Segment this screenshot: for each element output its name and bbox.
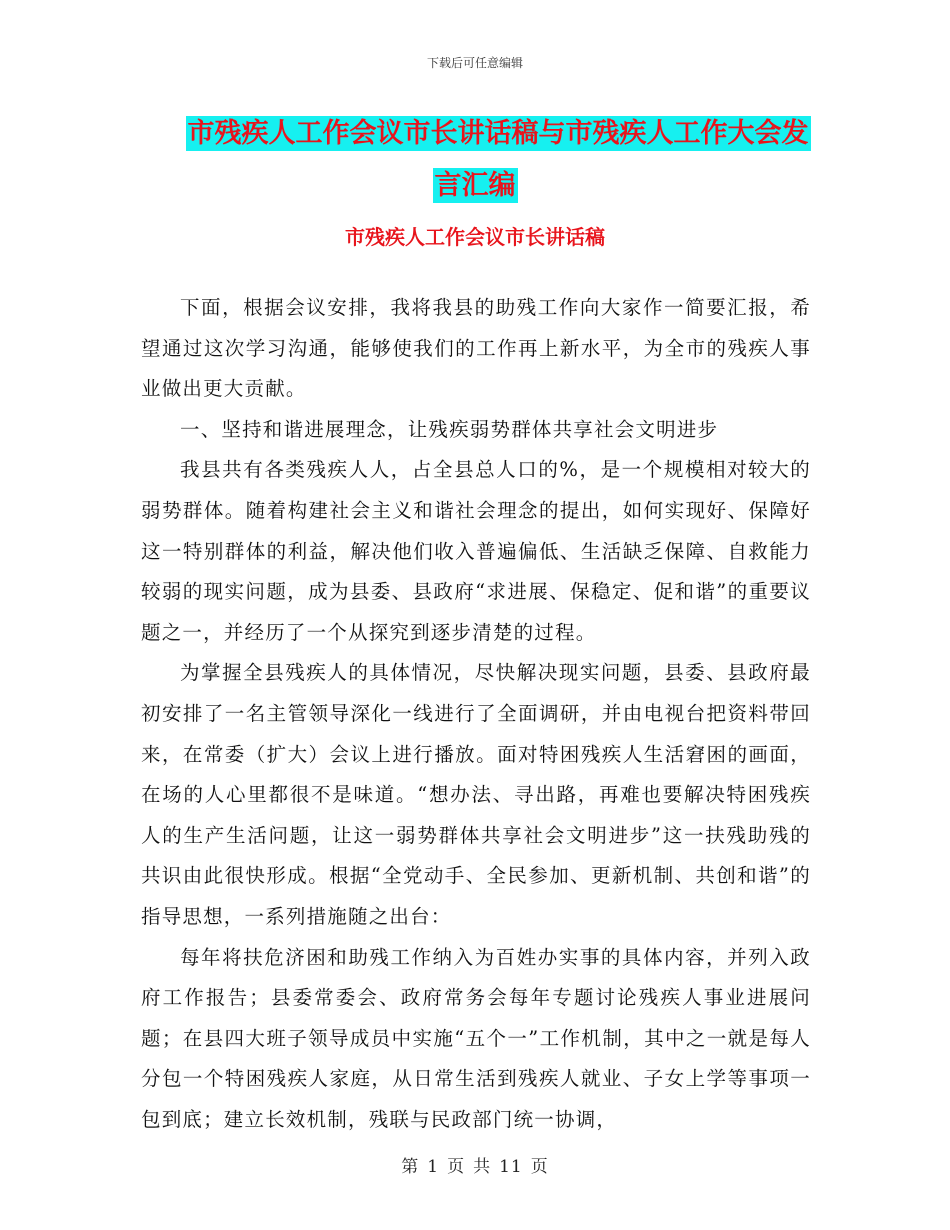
- page-label-suffix: 页: [530, 1157, 549, 1177]
- page-label-prefix: 第: [401, 1157, 420, 1177]
- document-body: [141, 288, 811, 1140]
- page-footer: [0, 1152, 950, 1177]
- paragraph: 下面，根据会议安排，我将我县的助残工作向大家作一简要汇报，希望通过这次学习沟通，能够使我们的工作再上新水平，为全市的残疾人事业做出更大贡献。: [141, 296, 811, 401]
- document-title-line2: 言汇编: [434, 170, 516, 201]
- section-title: 市残疾人工作会议市长讲话稿: [345, 225, 605, 249]
- total-label: 共: [473, 1157, 492, 1177]
- header-note: 下载后可任意编辑: [426, 56, 523, 70]
- paragraph-heading: 一、坚持和谐进展理念，让残疾弱势群体共享社会文明进步: [180, 417, 719, 441]
- page-number: 1: [427, 1157, 440, 1177]
- total-pages: 11: [499, 1157, 523, 1177]
- paragraph: 我县共有各类残疾人人，占全县总人口的%，是一个规模相对较大的弱势群体。随着构建社会主义和谐社会理念的提出，如何实现好、保障好这一特别群体的利益，解决他们收入普遍偏低、生活缺乏保障、自救能力较弱的现实问题，成为县委、县政府“求进展、保稳定、促和谐”的重要议题之一，并经历了一个从探究到逐步清楚的过程。: [141, 458, 811, 644]
- paragraph: 为掌握全县残疾人的具体情况，尽快解决现实问题，县委、县政府最初安排了一名主管领导深化一线进行了全面调研，并由电视台把资料带回来，在常委（扩大）会议上进行播放。面对特困残疾人生活窘困的画面，在场的人心里都很不是味道。“想办法、寻出路，再难也要解决特困残疾人的生产生活问题，让这一弱势群体共享社会文明进步”这一扶残助残的共识由此很快形成。根据“全党动手、全民参加、更新机制、共创和谐”的指导思想，一系列措施随之出台：: [141, 661, 811, 928]
- paragraph: 每年将扶危济困和助残工作纳入为百姓办实事的具体内容，并列入政府工作报告；县委常委会、政府常务会每年专题讨论残疾人事业进展问题；在县四大班子领导成员中实施“五个一”工作机制，其中之一就是每人分包一个特困残疾人家庭，从日常生活到残疾人就业、子女上学等事项一包到底；建立长效机制，残联与民政部门统一协调，: [141, 945, 811, 1131]
- document-title: [0, 108, 950, 212]
- page-label-mid: 页: [447, 1157, 466, 1177]
- document-title-line1: 市残疾人工作会议市长讲话稿与市残疾人工作大会发: [187, 118, 809, 149]
